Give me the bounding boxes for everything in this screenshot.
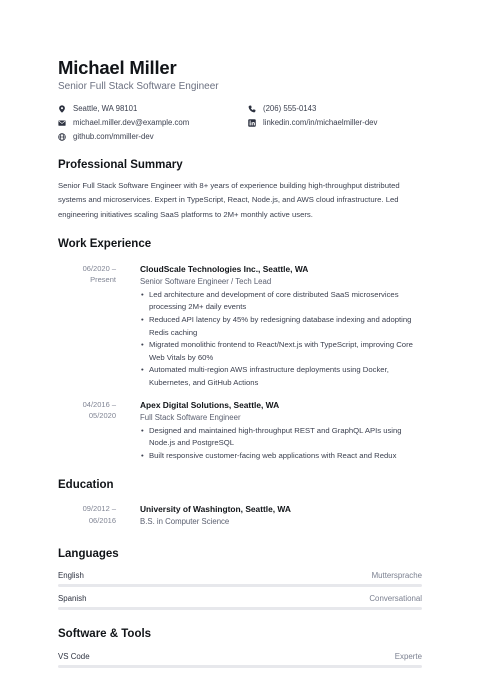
language-name: Spanish: [58, 594, 87, 604]
job-bullets: [140, 289, 422, 390]
language-level: Muttersprache: [371, 571, 422, 581]
job-date-start: 04/2016 –: [82, 399, 116, 409]
education-section: [58, 478, 422, 528]
languages-section: [58, 547, 422, 616]
education-date-end: 06/2016: [88, 515, 116, 525]
bullet-item: • Reduced API latency by 45% by redesigning database indexing and adopting Redis caching: [140, 314, 422, 339]
contact-info: [58, 103, 422, 145]
linkedin-icon: [248, 119, 256, 127]
bullet-item: • Designed and maintained high-throughput REST and GraphQL APIs using Node.js and PostgreSQL: [140, 425, 422, 450]
phone-icon: [248, 105, 256, 113]
summary-text: Senior Full Stack Software Engineer with 8+ years of experience building high-throughput distributed systems and microservices. Expert in TypeScript, React, Node.js, and AWS cloud infrastructure. Led engineering initiatives scaling SaaS platforms to 2M+ monthly active users.: [58, 181, 400, 219]
education-degree: B.S. in Computer Science: [140, 517, 230, 527]
language-row: [58, 570, 422, 593]
education-date-start: 09/2012 –: [82, 504, 116, 514]
summary-title: Professional Summary: [58, 159, 183, 171]
experience-title: Work Experience: [58, 237, 152, 250]
job-company: Apex Digital Solutions, Seattle, WA: [140, 399, 280, 410]
languages-title: Languages: [58, 548, 119, 561]
email-link[interactable]: michael.miller.dev@example.com: [73, 118, 190, 127]
job-role: Full Stack Software Engineer: [140, 412, 241, 422]
education-school: University of Washington, Seattle, WA: [140, 504, 291, 515]
tools-title: Software & Tools: [58, 628, 152, 641]
job-bullets: [140, 425, 422, 463]
resume-header: [58, 57, 422, 93]
language-name: English: [58, 571, 84, 581]
map-pin-icon: [58, 105, 66, 113]
tool-name: VS Code: [58, 652, 90, 662]
candidate-headline: Senior Full Stack Software Engineer: [58, 81, 219, 92]
phone-text: (206) 555-0143: [263, 104, 317, 113]
job-date-end: Present: [90, 275, 116, 285]
bullet-item: • Led architecture and development of core distributed SaaS microservices processing 2M+ daily events: [140, 289, 422, 314]
job-dates: [58, 399, 116, 422]
candidate-name: Michael Miller: [58, 57, 177, 78]
job-role: Senior Software Engineer / Tech Lead: [140, 276, 272, 286]
github-link[interactable]: github.com/mmiller-dev: [73, 132, 154, 141]
job-dates: [58, 263, 116, 286]
contact-linkedin[interactable]: [248, 117, 377, 128]
language-row: [58, 593, 422, 616]
tool-level: Experte: [394, 652, 422, 662]
tools-section: [58, 627, 422, 674]
summary-section: [58, 158, 422, 222]
job-date-start: 06/2020 –: [82, 263, 116, 273]
linkedin-link[interactable]: linkedin.com/in/michaelmiller-dev: [263, 118, 378, 127]
contact-email[interactable]: [58, 117, 189, 128]
job-company: CloudScale Technologies Inc., Seattle, WA: [140, 263, 309, 274]
education-entry: [58, 503, 422, 528]
contact-github[interactable]: [58, 131, 154, 142]
bullet-item: • Built responsive customer-facing web applications with React and Redux: [140, 450, 422, 463]
contact-location: [58, 103, 137, 114]
tool-level-bar: [58, 665, 422, 668]
language-level-bar: [58, 584, 422, 587]
location-text: Seattle, WA 98101: [73, 104, 138, 113]
job-entry: [58, 263, 422, 390]
globe-icon: [58, 133, 66, 141]
bullet-item: • Automated multi-region AWS infrastructure deployments using Docker, Kubernetes, and GitHub Actions: [140, 364, 422, 389]
job-entry: [58, 399, 422, 463]
job-date-end: 05/2020: [88, 411, 116, 421]
education-dates: [58, 503, 116, 526]
contact-phone: [248, 103, 316, 114]
experience-section: [58, 237, 422, 463]
education-title: Education: [58, 479, 114, 492]
tool-row: [58, 651, 422, 674]
envelope-icon: [58, 119, 66, 127]
bullet-item: • Migrated monolithic frontend to React/Next.js with TypeScript, improving Core Web Vitals by 60%: [140, 339, 422, 364]
language-level: Conversational: [369, 594, 422, 604]
language-level-bar: [58, 607, 422, 610]
